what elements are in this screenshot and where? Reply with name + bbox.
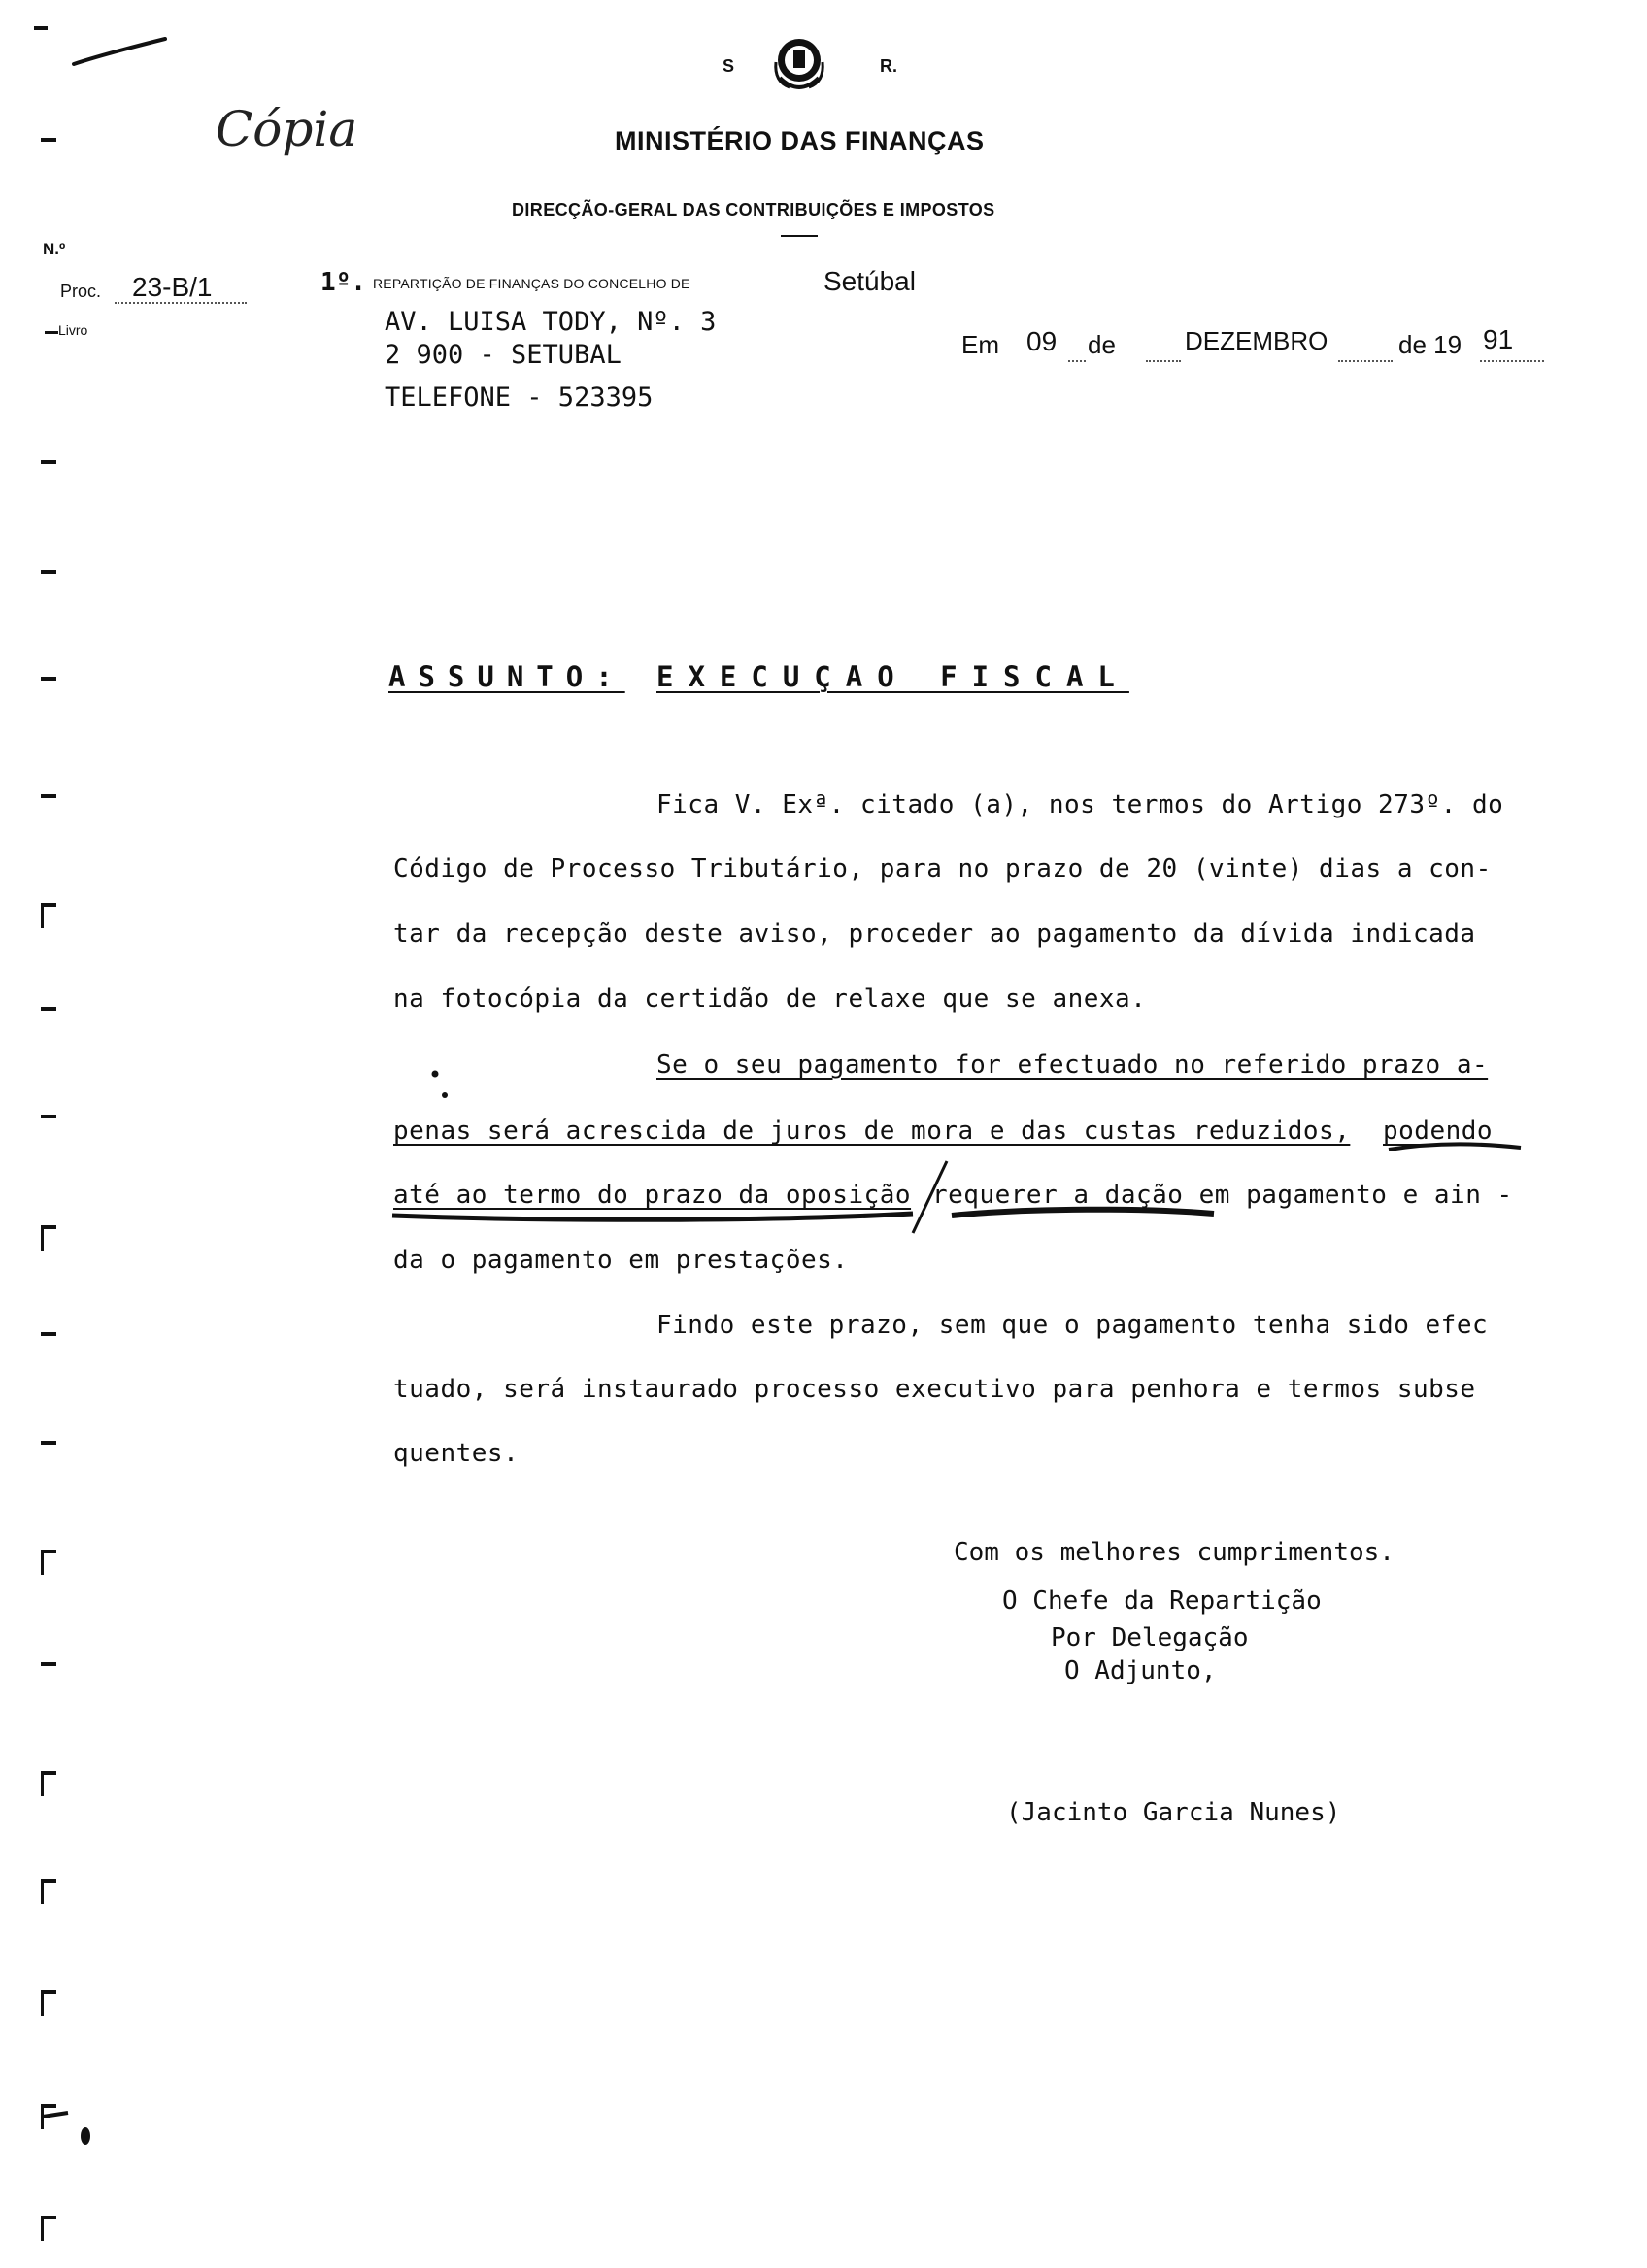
date-month: DEZEMBRO: [1185, 326, 1328, 355]
ministry-title: MINISTÉRIO DAS FINANÇAS: [615, 126, 985, 155]
subject-value: EXECUÇAO FISCAL: [656, 660, 1129, 693]
closing-role-2: Por Delegação: [1051, 1623, 1249, 1652]
p3-line-3: quentes.: [393, 1439, 520, 1468]
p2-line-2: penas será acrescida de juros de mora e das custas reduzidos,: [393, 1117, 1351, 1146]
p2-line-3a: até ao termo do prazo da oposição: [393, 1181, 912, 1210]
date-de-1: de: [1088, 330, 1116, 359]
office-name-prefix: REPARTIÇÃO DE FINANÇAS DO CONCELHO DE: [373, 276, 690, 291]
p1-line-3: tar da recepção deste aviso, proceder ao pagamento da dívida indicada: [393, 919, 1476, 949]
seal-letter-left: S: [723, 56, 735, 76]
signatory-name: (Jacinto Garcia Nunes): [1006, 1798, 1341, 1827]
closing-role-1: O Chefe da Repartição: [1002, 1586, 1322, 1616]
date-de-2: de 19: [1398, 330, 1462, 359]
closing-greeting: Com os melhores cumprimentos.: [954, 1538, 1395, 1567]
p2-line-3b: requerer a dação em pagamento e ain -: [932, 1181, 1513, 1210]
p2-line-1: Se o seu pagamento for efectuado no referido prazo a-: [656, 1051, 1489, 1080]
p3-line-1: Findo este prazo, sem que o pagamento tenha sido efec: [656, 1311, 1489, 1340]
office-phone: TELEFONE - 523395: [385, 383, 654, 413]
date-year: 91: [1483, 324, 1514, 354]
office-address: AV. LUISA TODY, Nº. 3: [385, 307, 717, 337]
n-label: N.º: [43, 240, 66, 258]
date-em-label: Em: [961, 330, 999, 359]
closing-role-3: O Adjunto,: [1064, 1656, 1217, 1685]
office-city: Setúbal: [824, 266, 916, 296]
office-postal: 2 900 - SETUBAL: [385, 340, 622, 370]
p1-line-2: Código de Processo Tributário, para no prazo de 20 (vinte) dias a con-: [393, 854, 1492, 884]
date-day: 09: [1026, 326, 1058, 356]
p2-line-2-podendo: podendo: [1383, 1117, 1494, 1146]
copia-annotation: Cópia: [216, 101, 358, 157]
office-ordinal: 1º.: [320, 268, 366, 297]
seal-letter-right: R.: [880, 56, 897, 76]
p1-line-1: Fica V. Exª. citado (a), nos termos do Artigo 273º. do: [656, 790, 1504, 819]
p1-line-4: na fotocópia da certidão de relaxe que se anexa.: [393, 984, 1147, 1014]
subject-label: ASSUNTO:: [388, 660, 625, 693]
directorate-title: DIRECÇÃO-GERAL DAS CONTRIBUIÇÕES E IMPOSTOS: [512, 200, 995, 219]
p3-line-2: tuado, será instaurado processo executivo para penhora e termos subse: [393, 1375, 1476, 1404]
proc-value: 23-B/1: [132, 272, 213, 302]
p2-line-4: da o pagamento em prestações.: [393, 1246, 849, 1275]
livro-label: Livro: [58, 322, 88, 338]
ink-blot: [39, 2107, 97, 2155]
proc-label: Proc.: [60, 282, 102, 301]
